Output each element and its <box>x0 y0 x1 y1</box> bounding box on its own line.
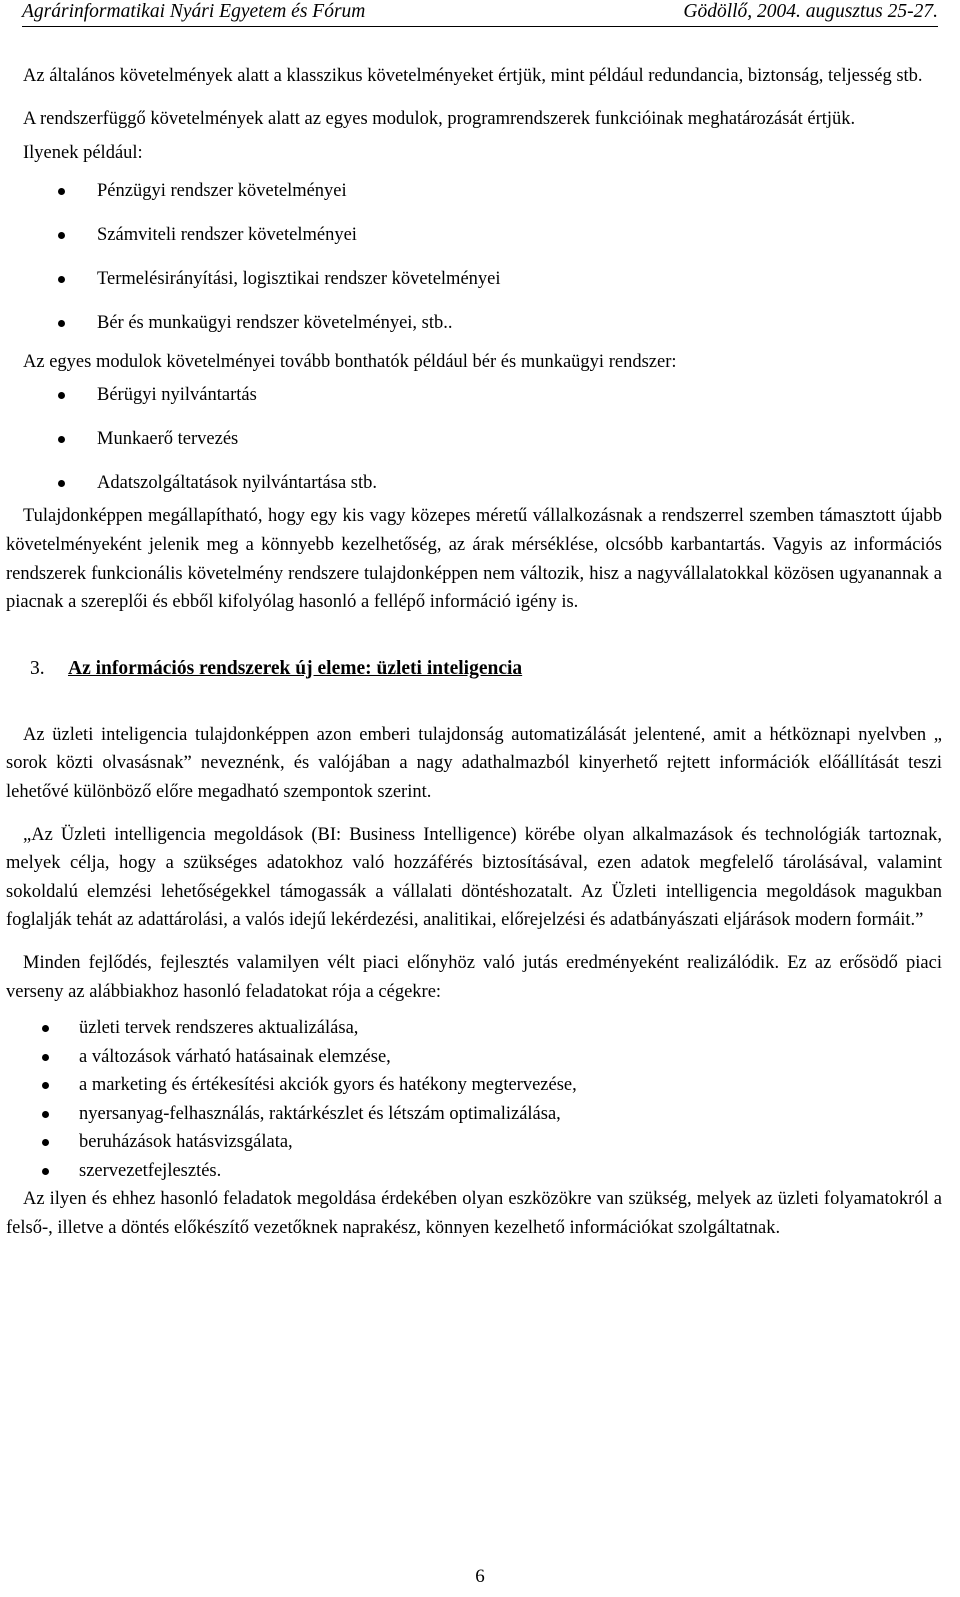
section-heading <box>6 655 942 683</box>
running-header <box>22 0 938 27</box>
page-number: 6 <box>475 1566 485 1587</box>
header-left-title: Agrárinformatikai Nyári Egyetem és Fórum <box>22 1 366 22</box>
requirements-list <box>6 176 942 352</box>
list-item: Számviteli rendszer követelményei <box>6 220 942 264</box>
paragraph-examples-intro: Ilyenek például: <box>23 143 143 164</box>
list-item: üzleti tervek rendszeres aktualizálása, <box>6 1014 942 1043</box>
list-item: a változások várható hatásainak elemzése, <box>6 1043 942 1072</box>
list-item: Adatszolgáltatások nyilvántartása stb. <box>6 468 942 502</box>
header-right-date: Gödöllő, 2004. augusztus 25-27. <box>683 1 938 22</box>
paragraph-market-competition: Minden fejlődés, fejlesztés valamilyen vélt piaci előnyhöz való jutás eredményeként realizálódik. Ez az erősödő piaci verseny az alábbiakhoz hasonló feladatokat rója a cégekre: <box>6 952 942 1002</box>
list-item: beruházások hatásvizsgálata, <box>6 1128 942 1157</box>
list-item: Pénzügyi rendszer követelményei <box>6 176 942 220</box>
paragraph-tools-needed: Az ilyen és ehhez hasonló feladatok megoldása érdekében olyan eszközökre van szükség, melyek az üzleti folyamatokról a felső-, illetve a döntés előkészítő vezetőknek naprakész, könnyen kezelhető információkat szolgáltatnak. <box>6 1189 942 1238</box>
paragraph-sme-requirements: Tulajdonképpen megállapítható, hogy egy kis vagy közepes méretű vállalkozásnak a rendszerrel szemben támasztott újabb követelményeként jelenik meg a könnyebb kezelhetőség, az árak mérséklése, olcsóbb karbantartás. Vagyis az információs rendszerek funkcionális követelmény rendszere tulajdonképpen nem változik, hisz a nagyvállalatokkal közösen ugyanannak a piacnak a szereplői és ebből kifolyólag hasonló a fellépő információ igény is. <box>6 506 942 613</box>
paragraph-bi-quote: „Az Üzleti intelligencia megoldások (BI: Business Intelligence) körébe olyan alkalmazások és technológiák tartoznak, melyek célja, hogy a szükséges adatokhoz való hozzáférés biztosításával, ezen adatok megfelelő tárolásával, valamint sokoldalú elemzési lehetőségekkel támogassák a vállalati döntéshozatalt. Az Üzleti intelligencia megoldások magukban foglalják tehát az adattárolási, a valós idejű lekérdezési, analitikai, előrejelzési és adatbányászati eljárások modern formáit.” <box>6 824 942 931</box>
list-item: szervezetfejlesztés. <box>6 1157 942 1186</box>
list-item: Munkaerő tervezés <box>6 424 942 468</box>
paragraph-system-requirements: A rendszerfüggő követelmények alatt az egyes modulok, programrendszerek funkcióinak meghatározását értjük. <box>23 108 856 129</box>
payroll-list <box>6 380 942 502</box>
list-item: Bérügyi nyilvántartás <box>6 380 942 424</box>
paragraph-bi-definition: Az üzleti inteligencia tulajdonképpen azon emberi tulajdonság automatizálását jelentené, amit a hétköznapi nyelvben „ sorok közti olvasásnak” neveznénk, és valójában a nagy adathalmazból kinyerhető rejtett információk előállítását teszi lehetővé különböző előre megadható szempontok szerint. <box>6 724 942 802</box>
tasks-list <box>6 1014 942 1185</box>
list-item: Bér és munkaügyi rendszer követelményei, stb.. <box>6 308 942 352</box>
list-item: Termelésirányítási, logisztikai rendszer követelményei <box>6 264 942 308</box>
paragraph-general-requirements: Az általános követelmények alatt a klasszikus követelményeket értjük, mint például redundancia, biztonság, teljesség stb. <box>23 66 923 86</box>
paragraph-module-breakdown: Az egyes modulok követelményei tovább bonthatók például bér és munkaügyi rendszer: <box>23 351 677 372</box>
section-title: Az információs rendszerek új eleme: üzleti inteligencia <box>68 657 523 679</box>
list-item: a marketing és értékesítési akciók gyors és hatékony megtervezése, <box>6 1071 942 1100</box>
section-number: 3. <box>30 657 45 679</box>
list-item: nyersanyag-felhasználás, raktárkészlet és létszám optimalizálása, <box>6 1100 942 1129</box>
body-text <box>6 62 942 1242</box>
